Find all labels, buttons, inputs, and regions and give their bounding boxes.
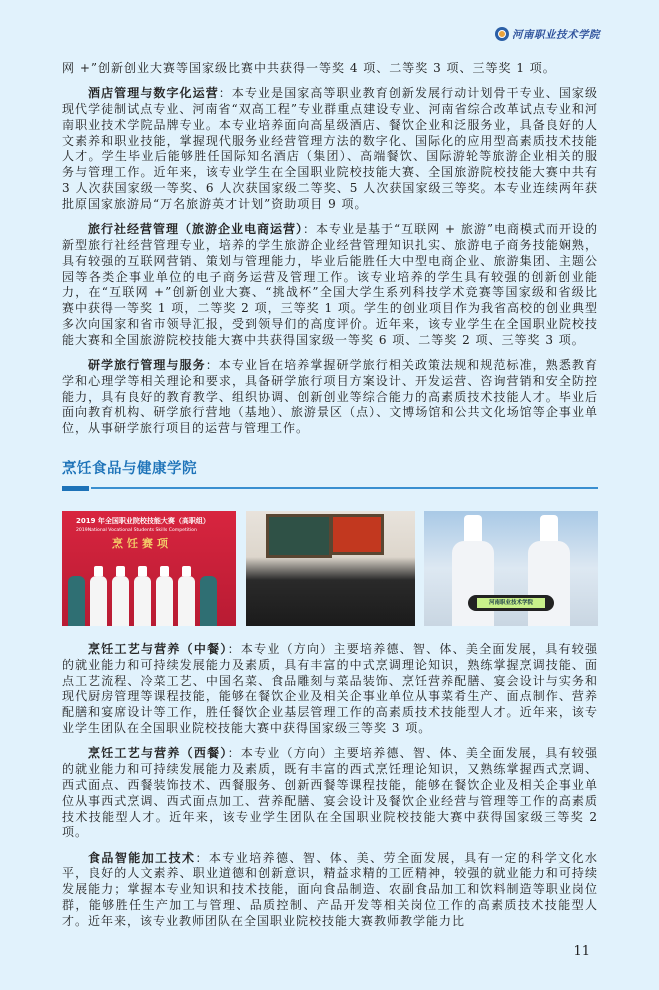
section-header <box>62 459 598 492</box>
paragraph-text: ：本专业旨在培养掌握研学旅行相关政策法规和规范标准，熟悉教育学和心理学等相关理论和要求，具备研学旅行项目方案设计、开发运营、咨询营销和安全防控能力，具有良好的教育教学、组织协调、创新创业等综合能力的高素质技术技能人才。毕业后面向教育机构、研学旅行营地（基地）、旅游景区（点）、文博场馆和公共文化场馆等企事业单位，从事研学旅行项目的运营与管理工作。 <box>62 358 598 436</box>
photo-banner-subtitle: 2019National Vocational Students Skills Competition <box>76 528 197 534</box>
major-name: 研学旅行管理与服务 <box>88 358 206 373</box>
person <box>156 576 173 626</box>
major-name: 食品智能加工技术 <box>88 850 196 865</box>
paragraph-study-tour <box>62 358 598 437</box>
photo-cooking-class <box>246 511 415 626</box>
paragraph-food-processing <box>62 851 598 930</box>
person <box>178 576 195 626</box>
chef <box>452 541 494 626</box>
body-text-bottom <box>62 642 598 930</box>
page-number: 11 <box>573 943 590 959</box>
person <box>112 576 129 626</box>
major-name: 烹饪工艺与营养（西餐） <box>88 746 228 761</box>
paragraph-chinese-cuisine <box>62 642 598 737</box>
section-rule-accent <box>62 486 89 491</box>
photo-row <box>62 511 598 626</box>
projector-screen <box>330 514 384 555</box>
chef <box>528 541 570 626</box>
chef-hat <box>540 515 558 541</box>
school-logo <box>62 26 600 42</box>
logo-text: 河南职业技术学院 <box>512 28 600 41</box>
carving-sign <box>468 595 554 611</box>
photo-food-carving <box>424 511 598 626</box>
photo-banner-event: 烹饪赛项 <box>112 537 172 551</box>
body-text-top <box>62 61 598 437</box>
chef-hat <box>94 566 103 576</box>
paragraph-text: ：本专业是国家高等职业教育创新发展行动计划骨干专业、国家级现代学徒制试点专业、河南省“双高工程”专业群重点建设专业、河南省综合改革试点专业和河南职业技术学院品牌专业。本专业培养面向高星级酒店、餐饮企业和泛服务业，具备良好的人文素养和职业技能，掌握现代服务业经营管理方法的数字化、国际化的应用型高素质技术技能人才。学生毕业后能够胜任国际知名酒店（集团）、高端餐饮、国际游轮等旅游企业相关的服务与管理工作。近年来，该专业学生在全国职业院校技能大赛、全国旅游院校技能大赛中共有 3 人次获国家级一等奖、6 人次获国家级二等奖、5 人次获国家级三等奖。本专业连续两年获批原国家旅游局“万名旅游英才计划”资助项目 9 项。 <box>62 86 598 211</box>
person <box>68 576 85 626</box>
section-rule <box>91 487 598 489</box>
chef-hat <box>138 566 147 576</box>
carving-sign-text: 河南职业技术学院 <box>477 598 545 608</box>
school-emblem-icon <box>495 27 509 41</box>
paragraph-text: ：本专业是基于“互联网 + 旅游”电商模式而开设的新型旅行社经营管理专业，培养的学生旅游企业经营管理知识扎实、旅游电子商务技能娴熟，具有较强的互联网营销、策划与管理能力，毕业后能胜任大中型电商企业、旅游集团、主题公园等各类企事业单位的电子商务运营及管理工作。该专业培养的学生具有较强的创新创业能力，在“互联网 +”创新创业大赛、“挑战杯”全国大学生系列科技学术竞赛等国家级和省级比赛中获得一等奖 1 项，二等奖 2 项，三等奖 1 项。学生的创业项目作为我省高校的创业典型多次向国家和省市领导汇报，受到领导们的高度评价。近年来，该专业学生在全国职业院校技能大赛和全国旅游院校技能大赛中共获得国家级一等奖 6 项、二等奖 2 项、三等奖 3 项。 <box>62 222 598 347</box>
chef-hat <box>160 566 169 576</box>
photo-banner-title: 2019 年全国职业院校技能大赛（高职组） <box>76 517 210 526</box>
person <box>90 576 107 626</box>
paragraph-text: ：本专业（方向）主要培养德、智、体、美全面发展，具有较强的就业能力和可持续发展能力及素质，既有丰富的西式烹饪理论知识，又熟练掌握西式烹调、西式面点、西餐装饰技术、西餐服务、创新西餐等课程技能，能够在餐饮企业及相关企事业单位从事西式烹调、西式面点加工、营养配膳、宴会设计及餐饮企业经营与管理等工作的高素质技术技能型人才。近年来，该专业学生团队在全国职业院校技能大赛中获得国家级三等奖 2 项。 <box>62 746 598 840</box>
major-name: 旅行社经营管理（旅游企业电商运营） <box>88 222 304 237</box>
chalkboard <box>266 514 332 558</box>
paragraph-text: ：本专业（方向）主要培养德、智、体、美全面发展，具有较强的就业能力和可持续发展能力及素质，具有丰富的中式烹调理论知识，熟练掌握烹调技能、面点工艺流程、冷菜工艺、中国名菜、食品雕刻与菜品装饰、烹饪营养配膳、宴会设计与实务和现代厨房管理等课程技能，能够在餐饮企业及相关企事业单位从事菜肴生产、面点制作、营养配膳和宴席设计等工作，胜任餐饮企业基层管理工作的高素质技术技能型人才。近年来，该专业学生团队在全国职业院校技能大赛中获得国家级三等奖 3 项。 <box>62 642 598 736</box>
paragraph-travel-agency <box>62 222 598 348</box>
paragraph-text: ：本专业培养德、智、体、美、劳全面发展，具有一定的科学文化水平，良好的人文素养、职业道德和创新意识，精益求精的工匠精神，较强的就业能力和可持续发展能力；掌握本专业知识和技术技能，面向食品制造、农副食品加工和饮料制造等职业岗位群，能够胜任生产加工与管理、品质控制、产品开发等相关岗位工作的高素质技术技能型人才。近年来，该专业教师团队在全国职业院校技能大赛教师教学能力比 <box>62 850 598 928</box>
paragraph-continued <box>62 61 598 77</box>
chef-hat <box>182 566 191 576</box>
person <box>200 576 217 626</box>
major-name: 酒店管理与数字化运营 <box>88 86 219 101</box>
person <box>134 576 151 626</box>
paragraph-hotel-management <box>62 86 598 212</box>
chef-hat <box>464 515 482 541</box>
paragraph-western-cuisine <box>62 746 598 841</box>
major-name: 烹饪工艺与营养（中餐） <box>88 642 228 657</box>
section-rules <box>62 486 598 492</box>
chef-hat <box>116 566 125 576</box>
paragraph-text: 网 +”创新创业大赛等国家级比赛中共获得一等奖 4 项、二等奖 3 项、三等奖 1 项。 <box>62 61 556 75</box>
photo-competition-winners <box>62 511 236 626</box>
section-heading: 烹饪食品与健康学院 <box>62 461 197 478</box>
